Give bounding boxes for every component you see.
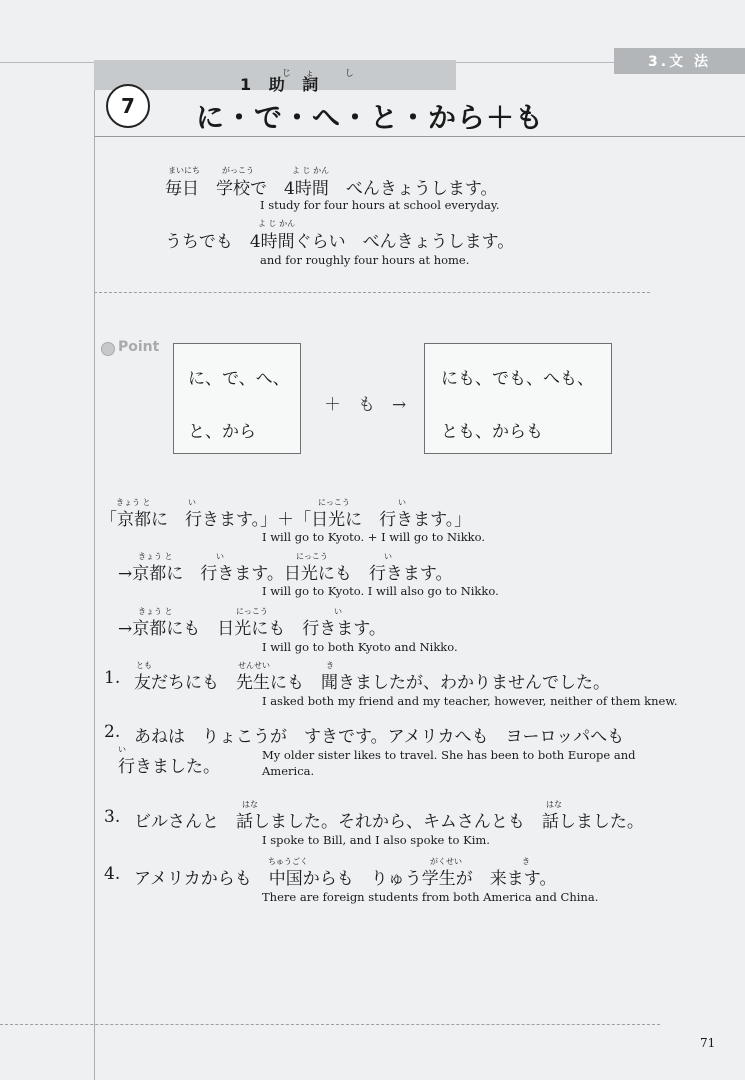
ruby: き [326, 661, 334, 670]
ruby: よ じ かん [258, 219, 296, 228]
divider [94, 292, 650, 293]
title-rule [94, 136, 745, 137]
ruby: き [522, 857, 530, 866]
example-2-translation: My older sister likes to travel. She has been to both Europe and [262, 748, 636, 762]
ruby: い [118, 745, 126, 754]
footer-divider [0, 1024, 660, 1025]
example-4-number: 4. [104, 864, 121, 884]
ruby: きょう と [116, 498, 151, 507]
ruby: い [334, 607, 342, 616]
intro-translation-1: I study for four hours at school everyday. [260, 198, 500, 212]
example-4-translation: There are foreign students from both America and China. [262, 890, 599, 904]
example-3-number: 3. [104, 807, 121, 827]
ruby: とも [136, 661, 152, 670]
example-3-translation: I spoke to Bill, and I also spoke to Kim. [262, 833, 490, 847]
particles-line-2: と、から [188, 422, 256, 442]
ruby: きょう と [138, 607, 173, 616]
ruby: まいにち [168, 166, 200, 175]
ruby: にっこう [318, 498, 350, 507]
example-3-sentence: ビルさんと 話しました。それから、キムさんとも 話しました。 [134, 812, 644, 832]
example-2-translation-cont: America. [262, 764, 315, 778]
example-4-sentence: アメリカからも 中国からも りゅう学生が 来ます。 [134, 869, 557, 889]
ruby: い [398, 498, 406, 507]
example-2-sentence-cont: 行きました。 [118, 757, 220, 777]
ruby: せんせい [238, 661, 270, 670]
example-translation: I will go to both Kyoto and Nikko. [262, 640, 458, 654]
ruby: い [216, 552, 224, 561]
particles-mo-line-1: にも、でも、へも、 [441, 369, 594, 389]
ruby: はな [242, 800, 258, 809]
example-sentence: 「京都に 行きます。」＋「日光に 行きます。」 [100, 510, 472, 530]
ruby: い [188, 498, 196, 507]
example-translation: I will go to Kyoto. + I will go to Nikko. [262, 530, 486, 544]
page-number: 71 [700, 1036, 716, 1050]
particles-mo-box [424, 343, 612, 454]
ruby: きょう と [138, 552, 173, 561]
particles-box [173, 343, 301, 454]
lesson-subtitle: 1 助 詞 [240, 75, 325, 94]
example-2-number: 2. [104, 722, 121, 742]
example-1-translation: I asked both my friend and my teacher, however, neither of them knew. [262, 694, 678, 708]
example-2-sentence: あねは りょこうが すきです。アメリカへも ヨーロッパへも [134, 727, 625, 747]
ruby: がくせい [430, 857, 462, 866]
margin-rule [94, 62, 95, 1080]
ruby: はな [546, 800, 562, 809]
particles-line-1: に、で、へ、 [188, 369, 290, 389]
point-label: Point [118, 339, 160, 355]
lesson-number-badge: 7 [106, 84, 150, 128]
intro-translation-2: and for roughly four hours at home. [260, 253, 470, 267]
section-tab: 3.文 法 [614, 48, 745, 74]
plus-mo-arrow: ＋ も → [324, 395, 407, 415]
ruby: よ じ かん [292, 166, 330, 175]
point-bullet-icon [101, 342, 115, 356]
subtitle-ruby: じょ し [282, 69, 368, 79]
example-sentence: →京都にも 日光にも 行きます。 [118, 619, 386, 639]
example-sentence: →京都に 行きます。日光にも 行きます。 [118, 564, 453, 584]
lesson-title: に・で・へ・と・から＋も [196, 101, 545, 134]
intro-sentence-2: うちでも 4時間ぐらい べんきょうします。 [165, 232, 515, 252]
ruby: がっこう [222, 166, 254, 175]
particles-mo-line-2: とも、からも [441, 422, 543, 442]
ruby: ちゅうごく [268, 857, 308, 866]
example-translation: I will go to Kyoto. I will also go to Nikko. [262, 584, 499, 598]
ruby: にっこう [236, 607, 268, 616]
ruby: にっこう [296, 552, 328, 561]
ruby: い [384, 552, 392, 561]
intro-sentence-1: 毎日 学校で 4時間 べんきょうします。 [165, 179, 498, 199]
example-1-number: 1. [104, 668, 121, 688]
example-1-sentence: 友だちにも 先生にも 聞きましたが、わかりませんでした。 [134, 673, 610, 693]
